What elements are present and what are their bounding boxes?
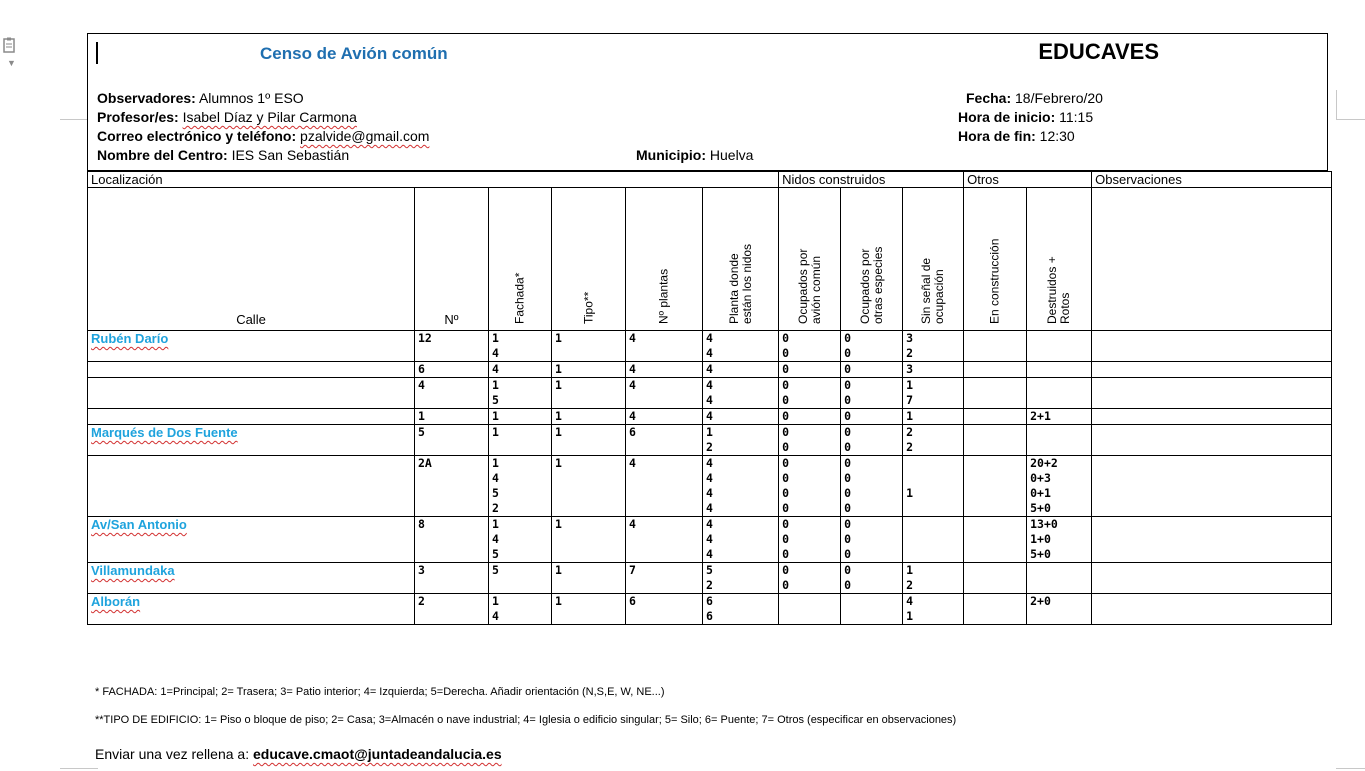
column-header-numero: Nº xyxy=(415,188,489,331)
group-nests: Nidos construidos xyxy=(779,172,964,188)
school-value: IES San Sebastián xyxy=(231,147,350,163)
table-cell xyxy=(779,594,841,625)
table-cell: 4 xyxy=(626,362,703,378)
start-time-value: 11:15 xyxy=(1059,109,1094,125)
table-cell: 4 xyxy=(626,331,703,362)
table-cell: 4 xyxy=(489,362,552,378)
table-cell: 5 xyxy=(489,563,552,594)
table-cell: 2+0 xyxy=(1027,594,1092,625)
teachers-line xyxy=(97,108,357,127)
table-cell xyxy=(1027,563,1092,594)
table-cell: 1 xyxy=(552,362,626,378)
table-cell: 1 xyxy=(552,331,626,362)
street-cell xyxy=(88,378,415,409)
municipality-label: Municipio: xyxy=(636,147,706,163)
observers-label: Observadores: xyxy=(97,90,196,106)
send-email[interactable]: educave.cmaot@juntadeandalucia.es xyxy=(252,746,502,762)
table-cell: 6 xyxy=(626,594,703,625)
column-header-label: Tipo** xyxy=(581,291,595,324)
table-cell: 0 0 xyxy=(779,563,841,594)
table-row xyxy=(88,409,1332,425)
census-table-body xyxy=(88,331,1332,625)
table-cell: 5 xyxy=(415,425,489,456)
table-cell: 0 0 0 xyxy=(841,517,903,563)
table-cell xyxy=(964,409,1027,425)
table-cell: 0 0 xyxy=(779,331,841,362)
table-cell xyxy=(1027,378,1092,409)
contact-value: pzalvide@gmail.com xyxy=(300,128,430,144)
table-cell: 5 2 xyxy=(703,563,779,594)
table-cell: 4 xyxy=(415,378,489,409)
table-cell: 2A xyxy=(415,456,489,517)
table-row xyxy=(88,563,1332,594)
end-time-label: Hora de fin: xyxy=(958,128,1036,144)
table-cell: 1 xyxy=(489,425,552,456)
table-cell xyxy=(1092,362,1332,378)
table-cell: 13+0 1+0 5+0 xyxy=(1027,517,1092,563)
table-row xyxy=(88,517,1332,563)
table-cell xyxy=(1092,425,1332,456)
form-title: Censo de Avión común xyxy=(260,44,448,63)
table-cell: 0 0 0 xyxy=(779,517,841,563)
column-header-label: En construcción xyxy=(987,238,1002,324)
table-cell xyxy=(964,425,1027,456)
table-cell: 1 xyxy=(552,517,626,563)
start-time-label: Hora de inicio: xyxy=(958,109,1056,125)
column-header-7 xyxy=(841,188,903,331)
crop-mark xyxy=(60,768,98,769)
group-location: Localización xyxy=(88,172,779,188)
form-header xyxy=(87,33,1328,171)
start-time-line xyxy=(958,108,1093,127)
column-header-label: Ocupados por avión común xyxy=(795,248,823,324)
crop-mark xyxy=(1336,90,1337,120)
street-cell xyxy=(88,362,415,378)
table-cell xyxy=(964,378,1027,409)
table-cell: 3 xyxy=(903,362,964,378)
table-cell: 8 xyxy=(415,517,489,563)
table-cell xyxy=(964,456,1027,517)
end-time-value: 12:30 xyxy=(1039,128,1075,144)
table-cell: 3 xyxy=(415,563,489,594)
table-cell: 4 xyxy=(626,378,703,409)
column-header-6 xyxy=(779,188,841,331)
table-cell: 1 4 xyxy=(489,594,552,625)
table-cell: 0 0 xyxy=(779,378,841,409)
table-row xyxy=(88,331,1332,362)
table-cell: 0 0 xyxy=(779,425,841,456)
table-cell: 1 2 xyxy=(903,563,964,594)
date-value: 18/Febrero/20 xyxy=(1015,90,1103,106)
table-cell xyxy=(841,594,903,625)
table-cell: 7 xyxy=(626,563,703,594)
send-label: Enviar una vez rellena a: xyxy=(95,746,250,762)
table-cell: 1 xyxy=(903,409,964,425)
table-cell: 4 xyxy=(703,409,779,425)
table-cell: 1 xyxy=(552,378,626,409)
observers-line xyxy=(97,89,304,108)
observers-value: Alumnos 1º ESO xyxy=(198,90,304,106)
table-row xyxy=(88,456,1332,517)
column-header-row xyxy=(88,188,1332,331)
paste-options-icon[interactable] xyxy=(3,36,33,69)
table-cell: 0 xyxy=(841,409,903,425)
column-header-label: Ocupados por otras especies xyxy=(857,246,885,324)
table-cell: 0 0 xyxy=(841,563,903,594)
table-cell xyxy=(1092,409,1332,425)
table-row xyxy=(88,378,1332,409)
table-cell: 1 xyxy=(552,425,626,456)
table-cell xyxy=(1092,331,1332,362)
table-cell: 4 xyxy=(626,456,703,517)
municipality-value: Huelva xyxy=(709,147,754,163)
table-cell xyxy=(1027,331,1092,362)
teachers-value: Isabel Díaz y Pilar Carmona xyxy=(182,109,357,125)
table-cell: 0 0 xyxy=(841,425,903,456)
street-cell xyxy=(88,409,415,425)
table-cell: 1 7 xyxy=(903,378,964,409)
table-cell xyxy=(1092,456,1332,517)
date-label: Fecha: xyxy=(966,90,1012,106)
table-cell: 6 6 xyxy=(703,594,779,625)
table-cell: 0 xyxy=(779,409,841,425)
table-cell: 0 xyxy=(779,362,841,378)
table-cell: 1 xyxy=(489,409,552,425)
table-cell: 1 xyxy=(552,563,626,594)
column-header-label: Planta donde están los nidos xyxy=(726,243,754,324)
column-header-4 xyxy=(626,188,703,331)
table-cell xyxy=(903,517,964,563)
crop-mark xyxy=(1336,768,1365,769)
text-cursor xyxy=(96,42,98,64)
street-cell: Alborán xyxy=(88,594,415,625)
table-cell: 1 4 5 xyxy=(489,517,552,563)
column-header-calle: Calle xyxy=(88,188,415,331)
column-header-label: Nº plantas xyxy=(656,268,671,324)
table-row xyxy=(88,362,1332,378)
table-cell xyxy=(964,517,1027,563)
send-line xyxy=(95,746,502,762)
column-header-9 xyxy=(964,188,1027,331)
table-cell: 20+2 0+3 0+1 5+0 xyxy=(1027,456,1092,517)
street-cell: Av/San Antonio xyxy=(88,517,415,563)
table-cell xyxy=(1027,362,1092,378)
municipality-line xyxy=(636,146,753,165)
contact-line xyxy=(97,127,429,146)
school-label: Nombre del Centro: xyxy=(97,147,228,163)
end-time-line xyxy=(958,127,1075,146)
table-cell: 1 5 xyxy=(489,378,552,409)
table-cell: 12 xyxy=(415,331,489,362)
table-cell xyxy=(1027,425,1092,456)
table-cell xyxy=(964,594,1027,625)
table-cell: 4 xyxy=(626,517,703,563)
table-cell xyxy=(964,563,1027,594)
column-header-10 xyxy=(1027,188,1092,331)
table-cell: 1 4 xyxy=(489,331,552,362)
footnote-fachada: * FACHADA: 1=Principal; 2= Trasera; 3= Patio interior; 4= Izquierda; 5=Derecha. Añadir orientación (N,S,E, W, NE...) xyxy=(95,686,665,698)
table-cell: 1 xyxy=(552,409,626,425)
table-cell xyxy=(1092,517,1332,563)
table-cell xyxy=(1092,378,1332,409)
column-header-5 xyxy=(703,188,779,331)
table-cell: 1 2 xyxy=(703,425,779,456)
column-header-label: Fachada* xyxy=(512,272,527,324)
table-cell xyxy=(964,362,1027,378)
table-cell: 4 4 4 4 xyxy=(703,456,779,517)
date-line xyxy=(966,89,1103,108)
table-cell: 1 xyxy=(415,409,489,425)
table-cell: 4 4 4 xyxy=(703,517,779,563)
table-row xyxy=(88,425,1332,456)
table-cell: 6 xyxy=(626,425,703,456)
street-cell xyxy=(88,456,415,517)
column-header-label: Sin señal de ocupación xyxy=(919,257,947,324)
table-cell xyxy=(964,331,1027,362)
table-cell: 4 4 xyxy=(703,331,779,362)
teachers-label: Profesor/es: xyxy=(97,109,179,125)
group-others: Otros xyxy=(964,172,1092,188)
contact-label: Correo electrónico y teléfono: xyxy=(97,128,297,144)
dropdown-arrow-icon[interactable]: ▼ xyxy=(7,58,16,69)
crop-mark xyxy=(60,119,88,120)
table-cell: 1 4 5 2 xyxy=(489,456,552,517)
table-cell: 0 0 xyxy=(841,378,903,409)
table-cell xyxy=(1092,563,1332,594)
brand-name: EDUCAVES xyxy=(1038,39,1159,64)
table-cell: 0 0 xyxy=(841,331,903,362)
table-cell: 2 2 xyxy=(903,425,964,456)
table-cell: 1 xyxy=(552,456,626,517)
column-header-label: Destruidos + Rotos xyxy=(1045,256,1073,324)
table-cell: 3 2 xyxy=(903,331,964,362)
group-header-row xyxy=(88,172,1332,188)
column-header-8 xyxy=(903,188,964,331)
footnote-tipo: **TIPO DE EDIFICIO: 1= Piso o bloque de piso; 2= Casa; 3=Almacén o nave industrial; 4= Iglesia o edificio singular; 5= Silo; 6= Puente; 7= Otros (especificar en observaciones) xyxy=(95,714,957,726)
column-header-2 xyxy=(489,188,552,331)
table-cell: 0 xyxy=(841,362,903,378)
street-cell: Villamundaka xyxy=(88,563,415,594)
table-cell: 1 xyxy=(552,594,626,625)
table-cell: 4 1 xyxy=(903,594,964,625)
table-cell: 6 xyxy=(415,362,489,378)
table-cell: 2+1 xyxy=(1027,409,1092,425)
table-cell xyxy=(1092,594,1332,625)
table-cell: 2 xyxy=(415,594,489,625)
crop-mark xyxy=(1336,119,1365,120)
school-line xyxy=(97,146,349,165)
street-cell: Marqués de Dos Fuente xyxy=(88,425,415,456)
table-cell: 4 xyxy=(626,409,703,425)
table-cell: 4 4 xyxy=(703,378,779,409)
table-cell: 4 xyxy=(703,362,779,378)
group-observations: Observaciones xyxy=(1092,172,1332,188)
census-table xyxy=(87,171,1332,625)
column-header-3 xyxy=(552,188,626,331)
street-cell: Rubén Darío xyxy=(88,331,415,362)
table-cell: 0 0 0 0 xyxy=(841,456,903,517)
table-cell: 0 0 0 0 xyxy=(779,456,841,517)
table-row xyxy=(88,594,1332,625)
table-cell: 1 xyxy=(903,456,964,517)
column-header-11 xyxy=(1092,188,1332,331)
